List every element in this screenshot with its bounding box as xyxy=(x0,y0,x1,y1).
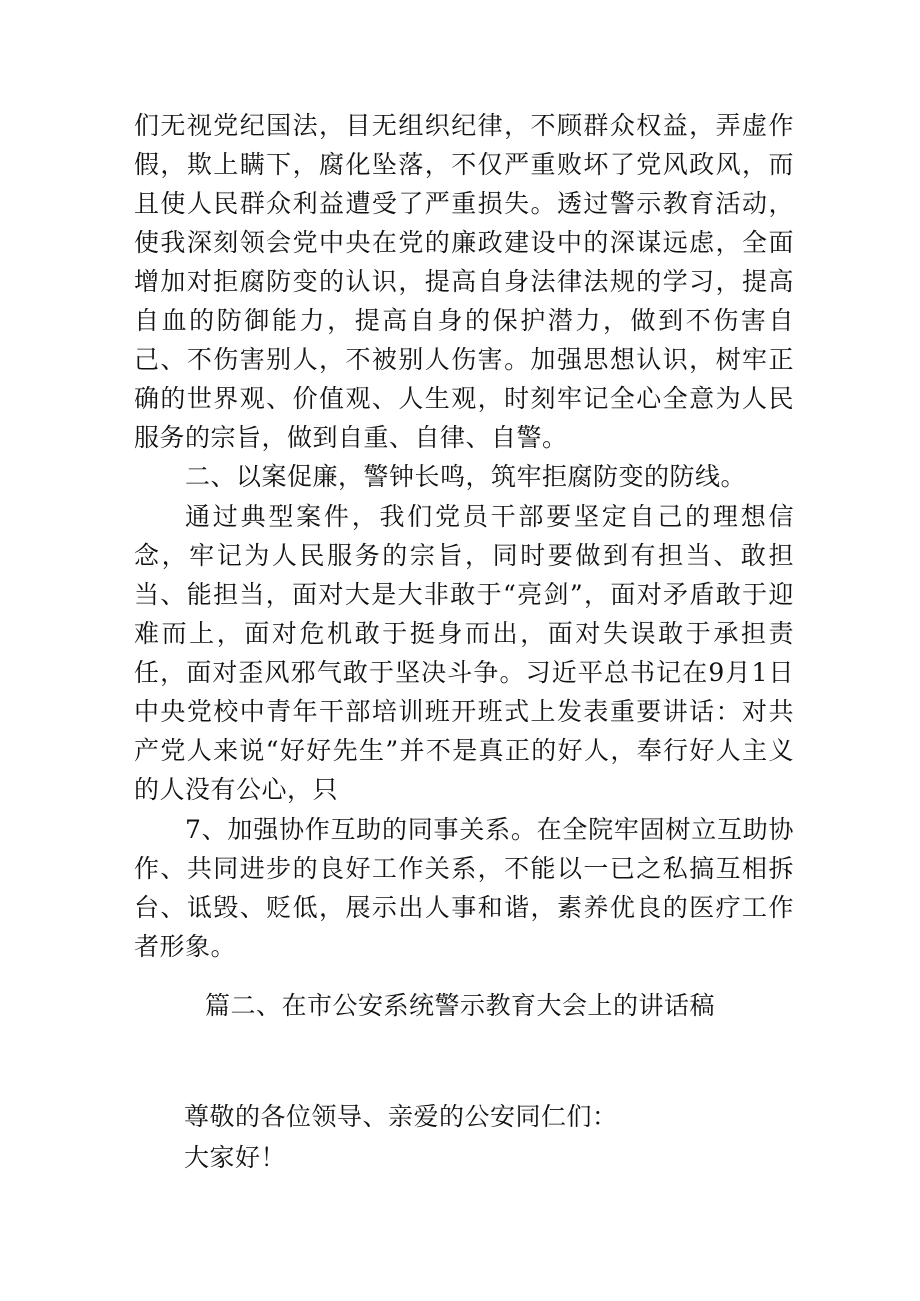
salutation: 尊敬的各位领导、亲爱的公安同仁们： xyxy=(184,1102,618,1131)
section-title: 篇二、在市公安系统警示教育大会上的讲话稿 xyxy=(204,991,715,1020)
greeting: 大家好！ xyxy=(184,1143,287,1172)
section-heading: 二、以案促廉，警钟长鸣，筑牢拒腐防变的防线。 xyxy=(185,462,747,491)
body-paragraph: 7、加强协作互助的同事关系。在全院牢固树立互助协作、共同进步的良好工作关系，不能以一已之私搞互相拆台、诋毁、贬低，展示出人事和谐，素养优良的医疗工作者形象。 xyxy=(134,815,794,961)
body-paragraph: 通过典型案件，我们党员干部要坚定自己的理想信念，牢记为人民服务的宗旨，同时要做到有担当、敢担当、能担当，面对大是大非敢于“亮剑”，面对矛盾敢于迎难而上，面对危机敢于挺身而出，面对失误敢于承担责任，面对歪风邪气敢于坚决斗争。习近平总书记在9月1日中央党校中青年干部培训班开班式上发表重要讲话：对共产党人来说“好好先生”并不是真正的好人，奉行好人主义的人没有公心，只 xyxy=(134,502,794,804)
body-paragraph: 们无视党纪国法，目无组织纪律，不顾群众权益，弄虚作假，欺上瞒下，腐化坠落，不仅严重败坏了党风政风，而且使人民群众利益遭受了严重损失。透过警示教育活动，使我深刻领会党中央在党的廉政建设中的深谋远虑，全面增加对拒腐防变的认识，提高自身法律法规的学习，提高自血的防御能力，提高自身的保护潜力，做到不伤害自己、不伤害别人，不被别人伤害。加强思想认识，树牢正确的世界观、价值观、人生观，时刻牢记全心全意为人民服务的宗旨，做到自重、自律、自警。 xyxy=(134,111,794,452)
